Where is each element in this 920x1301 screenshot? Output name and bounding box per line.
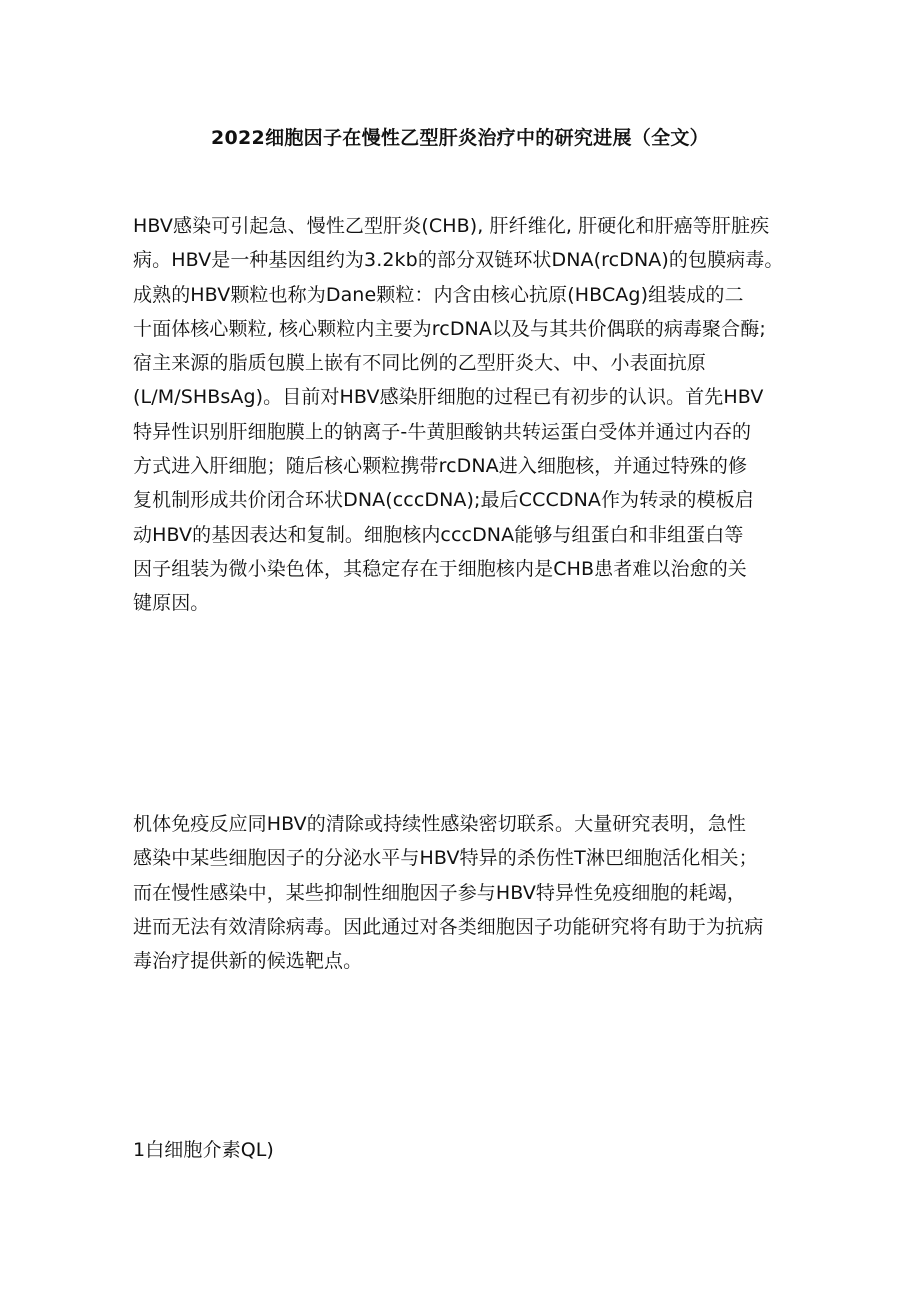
text-line: 因子组装为微小染色体，其稳定存在于细胞核内是CHB患者难以治愈的关 — [133, 557, 747, 580]
text-line: 1白细胞介素QL) — [133, 1139, 274, 1161]
text-line: 动HBV的基因表达和复制。细胞核内cccDNA能够与组蛋白和非组蛋白等 — [133, 523, 744, 546]
text-line: 键原因。 — [133, 592, 210, 615]
text-line: 感染中某些细胞因子的分泌水平与HBV特异的杀伤性T淋巴细胞活化相关； — [133, 847, 758, 870]
text-line: 宿主来源的脂质包膜上嵌有不同比例的乙型肝炎大、中、小表面抗原 — [133, 352, 707, 375]
document-title: 2022细胞因子在慢性乙型肝炎治疗中的研究进展（全文） — [211, 127, 709, 149]
text-line: HBV感染可引起急、慢性乙型肝炎(CHB), 肝纤维化, 肝硬化和肝癌等肝脏疾 — [133, 215, 770, 237]
text-line: 病。HBV是一种基因组约为3.2kb的部分双链环状DNA(rcDNA)的包膜病毒。 — [133, 249, 784, 272]
text-line: 复机制形成共价闭合环状DNA(cccDNA);最后CCCDNA作为转录的模板启 — [133, 489, 754, 512]
text-line: 进而无法有效清除病毒。因此通过对各类细胞因子功能研究将有助于为抗病 — [133, 915, 764, 938]
text-line: 机体免疫反应同HBV的清除或持续性感染密切联系。大量研究表明，急性 — [133, 813, 747, 835]
text-line: (L/M/SHBsAg)。目前对HBV感染肝细胞的过程已有初步的认识。首先HBV — [133, 386, 764, 409]
text-line: 特异性识别肝细胞膜上的钠离子-牛黄胆酸钠共转运蛋白受体并通过内吞的 — [133, 420, 752, 443]
paragraph-hbv-infection — [133, 209, 793, 621]
text-line: 成熟的HBV颗粒也称为Dane颗粒：内含由核心抗原(HBCAg)组装成的二 — [133, 283, 744, 306]
section-heading-interleukin — [133, 1133, 793, 1167]
text-line: 十面体核心颗粒, 核心颗粒内主要为rcDNA以及与其共价偶联的病毒聚合酶; — [133, 317, 766, 340]
text-line: 毒治疗提供新的候选靶点。 — [133, 950, 363, 973]
text-line: 而在慢性感染中，某些抑制性细胞因子参与HBV特异性免疫细胞的耗竭， — [133, 881, 747, 904]
text-line: 方式进入肝细胞；随后核心颗粒携带rcDNA进入细胞核，并通过特殊的修 — [133, 455, 748, 478]
paragraph-immune-response — [133, 807, 793, 978]
